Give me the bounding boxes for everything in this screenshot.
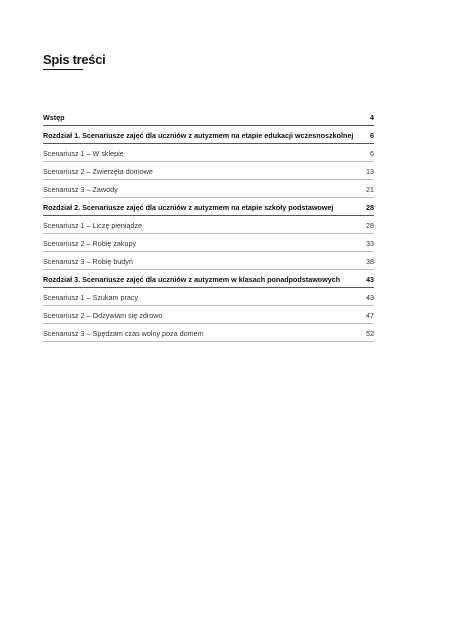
toc-entry-page: 43 bbox=[366, 293, 374, 302]
toc-entry-intro[interactable] bbox=[43, 108, 374, 126]
toc-entry[interactable] bbox=[43, 234, 374, 252]
toc-entry-label: Rozdział 3. Scenariusze zajęć dla uczniów z autyzmem w klasach ponadpodstawowych bbox=[43, 275, 341, 284]
toc-entry-label: Scenariusz 2 – Robię zakupy bbox=[43, 239, 137, 248]
toc-chapter-2[interactable] bbox=[43, 198, 374, 216]
toc-entry-page: 33 bbox=[366, 239, 374, 248]
toc-entry-label: Scenariusz 2 – Odżywiam się zdrowo bbox=[43, 311, 163, 320]
toc-entry[interactable] bbox=[43, 288, 374, 306]
table-of-contents bbox=[43, 108, 374, 342]
toc-entry[interactable] bbox=[43, 324, 374, 342]
toc-title: Spis treści bbox=[43, 52, 106, 67]
toc-entry-page: 47 bbox=[366, 311, 374, 320]
toc-entry[interactable] bbox=[43, 216, 374, 234]
toc-entry-page: 38 bbox=[366, 257, 374, 266]
toc-entry-page: 4 bbox=[370, 113, 374, 122]
toc-entry-label: Scenariusz 3 – Robię budyń bbox=[43, 257, 133, 266]
toc-entry-page: 13 bbox=[366, 167, 374, 176]
toc-entry-label: Scenariusz 1 – W sklepie bbox=[43, 149, 124, 158]
toc-entry-label: Wstęp bbox=[43, 113, 65, 122]
toc-entry-page: 43 bbox=[366, 275, 374, 284]
toc-entry[interactable] bbox=[43, 252, 374, 270]
toc-entry-page: 6 bbox=[370, 131, 374, 140]
toc-entry-label: Rozdział 2. Scenariusze zajęć dla uczniów z autyzmem na etapie szkoły podstawowej bbox=[43, 203, 334, 212]
toc-entry-label: Scenariusz 3 – Zawody bbox=[43, 185, 118, 194]
toc-entry-label: Scenariusz 2 – Zwierzęta domowe bbox=[43, 167, 153, 176]
toc-entry[interactable] bbox=[43, 180, 374, 198]
toc-entry[interactable] bbox=[43, 144, 374, 162]
toc-entry-page: 6 bbox=[370, 149, 374, 158]
toc-entry[interactable] bbox=[43, 162, 374, 180]
toc-title-underline bbox=[43, 69, 83, 70]
toc-chapter-1[interactable] bbox=[43, 126, 374, 144]
toc-chapter-3[interactable] bbox=[43, 270, 374, 288]
toc-entry-label: Scenariusz 3 – Spędzam czas wolny poza domem bbox=[43, 329, 204, 338]
toc-entry-label: Rozdział 1. Scenariusze zajęć dla uczniów z autyzmem na etapie edukacji wczesnoszkolnej bbox=[43, 131, 354, 140]
toc-entry-label: Scenariusz 1 – Liczę pieniądze bbox=[43, 221, 143, 230]
toc-entry[interactable] bbox=[43, 306, 374, 324]
toc-entry-page: 21 bbox=[366, 185, 374, 194]
toc-entry-page: 52 bbox=[366, 329, 374, 338]
toc-entry-page: 28 bbox=[366, 203, 374, 212]
toc-entry-page: 28 bbox=[366, 221, 374, 230]
toc-entry-label: Scenariusz 1 – Szukam pracy bbox=[43, 293, 139, 302]
